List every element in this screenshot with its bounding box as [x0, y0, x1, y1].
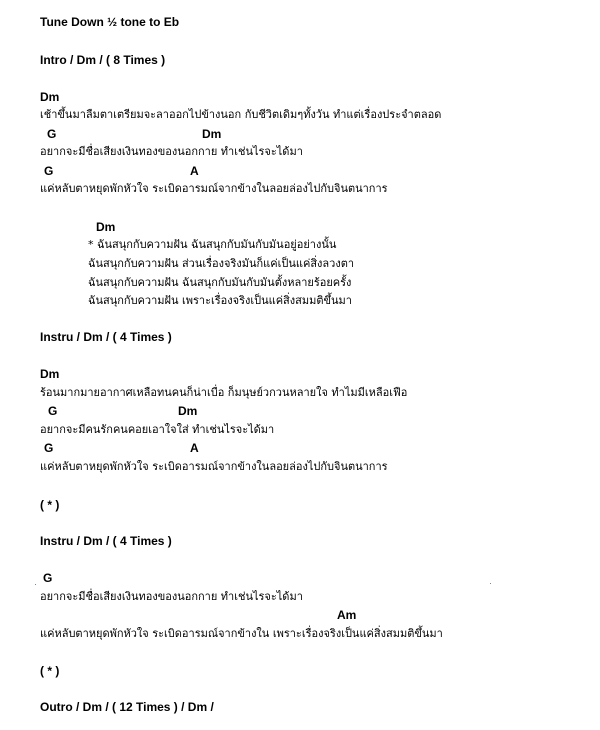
stray-dot	[35, 584, 36, 585]
chord: Dm	[178, 404, 198, 418]
instru-line: Instru / Dm / ( 4 Times )	[40, 330, 172, 344]
repeat-chorus-marker: ( * )	[40, 498, 60, 512]
lyric-line: อยากจะมีชื่อเสียงเงินทองของนอกกาย ทำเช่นไรจะได้มา	[40, 590, 303, 603]
chord: G	[44, 441, 54, 455]
lyric-line: อยากจะมีคนรักคนคอยเอาใจใส่ ทำเช่นไรจะได้มา	[40, 423, 275, 436]
tuning-note: Tune Down ½ tone to Eb	[40, 15, 180, 29]
lyric-line: * ฉันสนุกกับความฝัน ฉันสนุกกับมันกับมันอยู่อย่างนั้น	[88, 238, 337, 251]
chord: A	[190, 164, 199, 178]
lyric-line: อยากจะมีชื่อเสียงเงินทองของนอกกาย ทำเช่นไรจะได้มา	[40, 145, 303, 158]
lyric-line: ฉันสนุกกับความฝัน ฉันสนุกกับมันกับมันตั้งหลายร้อยครั้ง	[88, 276, 352, 289]
instru-line: Instru / Dm / ( 4 Times )	[40, 534, 172, 548]
chord: Dm	[96, 220, 116, 234]
chord: G	[43, 571, 53, 585]
lyric-line: ฉันสนุกกับความฝัน เพราะเรื่องจริงเป็นแค่สิ่งสมมติขึ้นมา	[88, 294, 352, 307]
chord: Dm	[40, 90, 60, 104]
outro-line: Outro / Dm / ( 12 Times ) / Dm /	[40, 700, 214, 714]
chord: Dm	[202, 127, 222, 141]
chord: G	[44, 164, 54, 178]
chord: G	[48, 404, 58, 418]
lyric-line: ร้อนมากมายอากาศเหลือทนคนก็น่าเบื่อ ก็มนุษย์วกวนหลายใจ ทำไมมีเหลือเฟือ	[40, 386, 408, 399]
chord: G	[47, 127, 57, 141]
lyric-line: เช้าขึ้นมาลืมตาเตรียมจะลาออกไปข้างนอก กับชีวิตเดิมๆทั้งวัน ทำแต่เรื่องประจำตลอด	[40, 108, 442, 121]
chord: A	[190, 441, 199, 455]
repeat-chorus-marker: ( * )	[40, 664, 60, 678]
chord: Dm	[40, 367, 60, 381]
lyric-line: แค่หลับตาหยุดพักหัวใจ ระเบิดอารมณ์จากข้างใน เพราะเรื่องจริงเป็นแค่สิ่งสมมติขึ้นมา	[40, 627, 443, 640]
intro-line: Intro / Dm / ( 8 Times )	[40, 53, 166, 67]
lyric-line: แค่หลับตาหยุดพักหัวใจ ระเบิดอารมณ์จากข้างในลอยล่องไปกับจินตนาการ	[40, 182, 388, 195]
lyric-line: ฉันสนุกกับความฝัน ส่วนเรื่องจริงมันก็แค่เป็นแค่สิ่งลวงตา	[88, 257, 355, 270]
stray-dot	[490, 583, 491, 584]
chord: Am	[337, 608, 357, 622]
lyric-line: แค่หลับตาหยุดพักหัวใจ ระเบิดอารมณ์จากข้างในลอยล่องไปกับจินตนาการ	[40, 460, 388, 473]
